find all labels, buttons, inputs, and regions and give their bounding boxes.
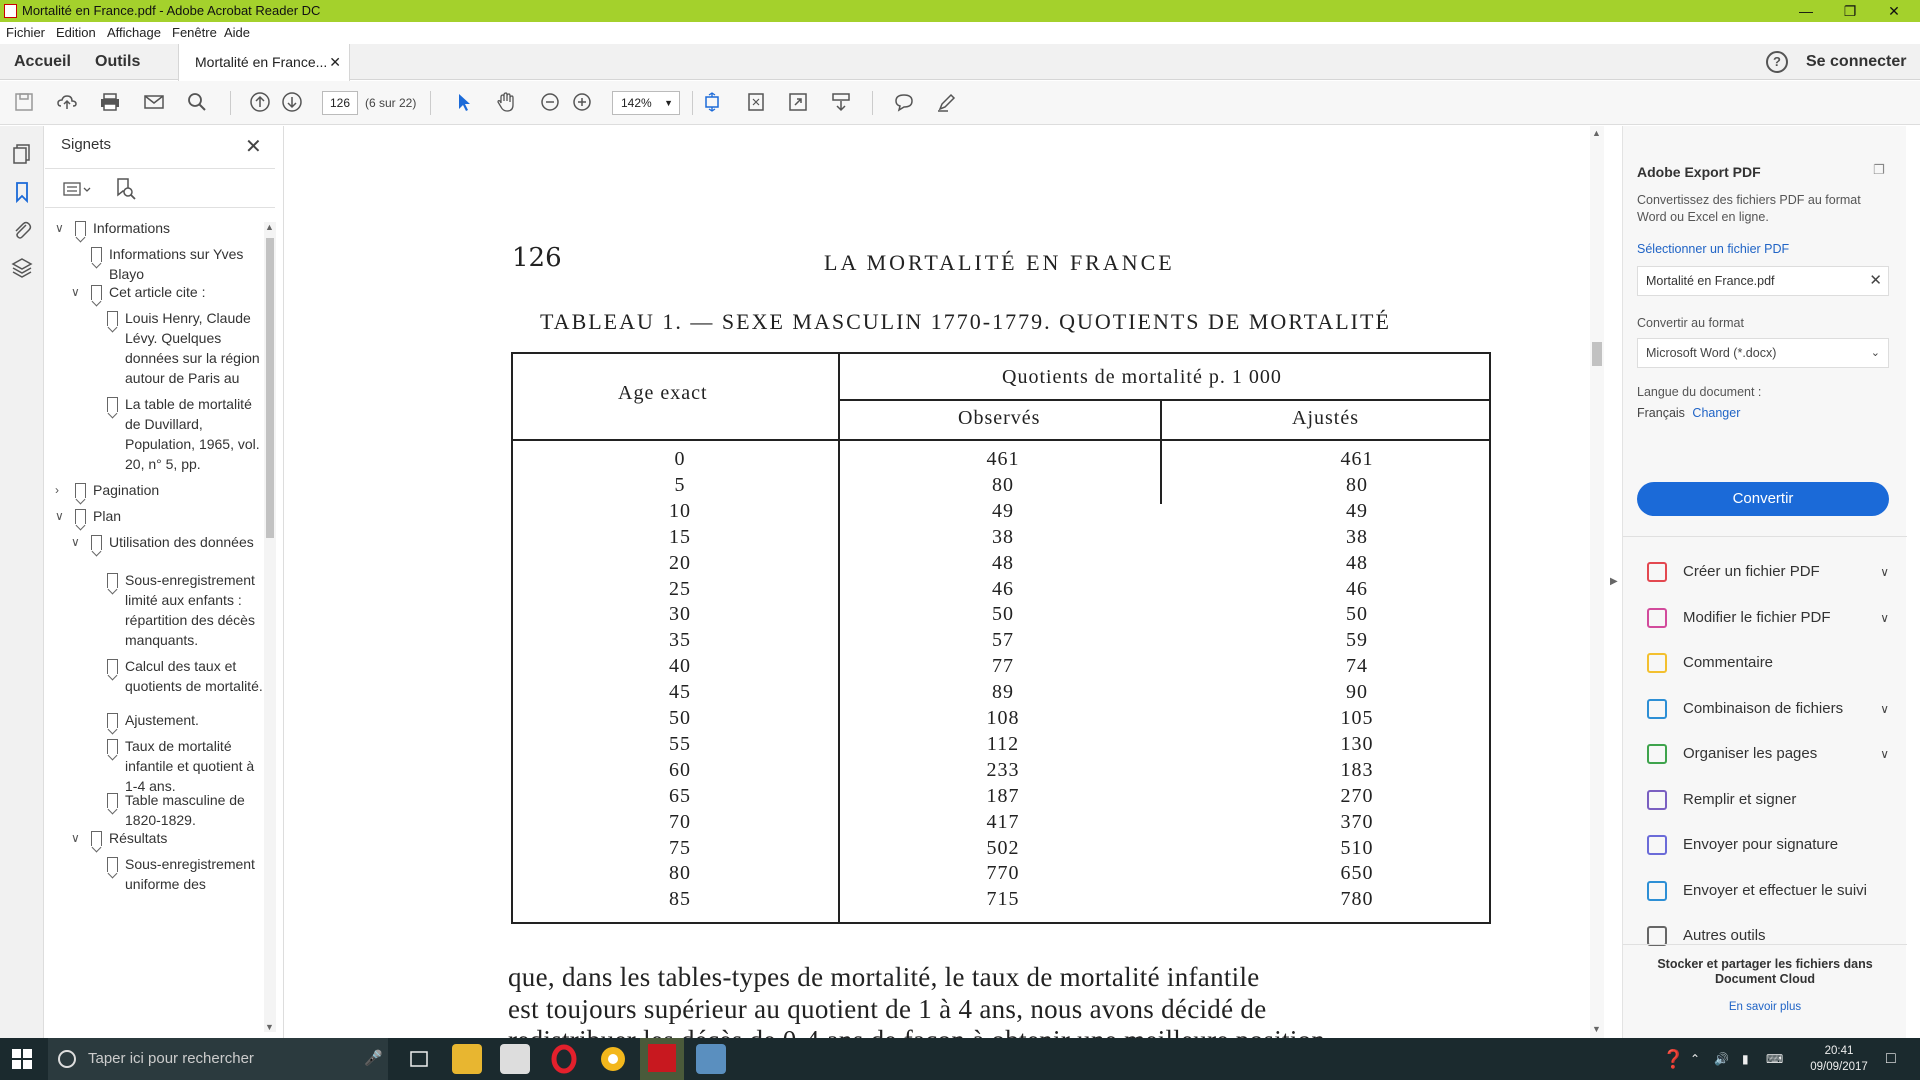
notifications-icon[interactable]: □ [1886, 1050, 1896, 1067]
table-cell-obs: 108 [986, 707, 1020, 729]
bookmarks-tools [45, 168, 275, 208]
table-cell-adj: 90 [1346, 681, 1368, 704]
layers-icon[interactable] [10, 256, 34, 280]
bookmark-icon [75, 509, 86, 524]
acrobat-taskbar-icon[interactable] [640, 1038, 684, 1080]
menu-aide[interactable]: Aide [224, 25, 251, 40]
selected-file-name: Mortalité en France.pdf [1646, 274, 1775, 288]
format-value: Microsoft Word (*.docx) [1646, 346, 1777, 360]
tab-tools[interactable]: Outils [95, 53, 141, 70]
bookmark-icon [75, 483, 86, 498]
table-cell-obs: 112 [986, 732, 1020, 755]
bookmark-item[interactable] [71, 244, 265, 284]
hand-tool-icon[interactable] [494, 91, 518, 115]
scroll-mode-icon[interactable] [700, 91, 724, 115]
bookmark-label: Utilisation des données [109, 534, 254, 550]
chrome-icon[interactable] [598, 1044, 628, 1074]
menu-affichage[interactable]: Affichage [107, 25, 161, 40]
table-cell-obs: 38 [992, 525, 1014, 548]
bookmarks-title: Signets [61, 136, 112, 153]
table-cell-age: 45 [669, 681, 691, 704]
close-window-button[interactable]: ✕ [1888, 3, 1900, 19]
export-pdf-title: Adobe Export PDF [1637, 164, 1761, 180]
table-cell-adj: 461 [1340, 448, 1374, 470]
document-scroll-thumb[interactable] [1592, 342, 1602, 366]
table-cell-adj: 650 [1340, 862, 1374, 885]
next-page-icon[interactable] [280, 91, 304, 115]
left-navigation-rail [0, 126, 44, 1038]
search-icon[interactable] [185, 91, 209, 115]
tools-list [1623, 536, 1907, 944]
table-cell-adj: 74 [1346, 655, 1368, 678]
select-pdf-link[interactable]: Sélectionner un fichier PDF [1637, 242, 1790, 256]
body-text-line-3 [508, 1025, 1493, 1038]
table-cell-age: 15 [669, 525, 691, 548]
table-cell-adj: 780 [1340, 888, 1374, 911]
table-cell-obs: 502 [986, 836, 1020, 859]
close-tab-icon[interactable]: ✕ [329, 54, 341, 70]
tool-icon [1647, 608, 1667, 628]
format-select[interactable] [1637, 338, 1889, 368]
tool-item[interactable] [1647, 830, 1897, 860]
bookmark-label: Informations sur Yves Blayo [109, 246, 244, 282]
collapse-right-panel-icon[interactable]: ▶ [1610, 576, 1618, 587]
export-info-icon[interactable]: ❐ [1873, 162, 1885, 177]
table-cell-obs: 770 [986, 862, 1020, 885]
keyboard-icon[interactable]: ⌨ [1766, 1052, 1784, 1066]
tool-label: Remplir et signer [1683, 790, 1797, 808]
chevron-down-icon[interactable]: ∨ [1880, 565, 1889, 579]
bookmark-icon [107, 713, 118, 728]
bookmark-label: Informations [93, 220, 171, 236]
previous-page-icon[interactable] [248, 91, 272, 115]
table-cell-adj: 270 [1340, 784, 1374, 807]
bookmark-item[interactable] [87, 656, 265, 716]
tool-label: Autres outils [1683, 927, 1766, 944]
table-cell-adj: 80 [1346, 473, 1368, 496]
scroll-down-icon[interactable]: ▼ [265, 1022, 274, 1032]
bookmark-item[interactable] [87, 394, 265, 474]
chevron-down-icon: ⌄ [1870, 347, 1880, 359]
clock-time: 20:41 [1824, 1045, 1854, 1057]
table-cell-adj: 38 [1346, 525, 1368, 548]
scroll-up-icon[interactable]: ▲ [265, 222, 274, 232]
microphone-icon[interactable]: 🎤 [364, 1050, 383, 1067]
bookmark-icon [107, 397, 118, 412]
bookmark-item[interactable] [87, 736, 265, 796]
zoom-in-icon[interactable] [570, 91, 594, 115]
bookmark-item[interactable] [71, 532, 265, 572]
bookmark-label: Sous-enregistrement uniforme des [125, 856, 255, 892]
full-screen-icon[interactable] [786, 91, 810, 115]
tool-label: Organiser les pages [1683, 745, 1818, 762]
table-cell-obs: 77 [992, 655, 1014, 678]
bookmark-label: Ajustement. [125, 712, 199, 728]
tool-label: Modifier le fichier PDF [1683, 608, 1831, 626]
table-cell-obs: 417 [986, 810, 1020, 833]
table-cell-adj: 370 [1340, 810, 1374, 833]
table-cell-obs: 48 [992, 551, 1014, 574]
header-observed: Observés [958, 407, 1041, 429]
table-cell-age: 65 [669, 784, 691, 807]
tool-label: Combinaison de fichiers [1683, 699, 1844, 717]
document-app-icon[interactable] [696, 1044, 726, 1074]
help-tray-icon[interactable]: ❓ [1662, 1049, 1685, 1069]
tool-label: Envoyer pour signature [1683, 836, 1839, 853]
table-cell-age: 40 [669, 655, 691, 678]
bookmark-icon [107, 793, 118, 808]
header-age: Age exact [618, 382, 708, 404]
table-cell-obs: 461 [986, 448, 1020, 470]
table-cell-adj: 183 [1340, 758, 1374, 781]
document-scrollbar[interactable] [1590, 126, 1604, 1038]
select-cursor-icon[interactable] [452, 91, 476, 115]
tab-document-label: Mortalité en France... [195, 54, 328, 70]
learn-more-link[interactable]: En savoir plus [1728, 1001, 1802, 1013]
menu-fenetre[interactable]: Fenêtre [172, 25, 217, 40]
table-cell-age: 5 [674, 473, 686, 496]
bookmark-item[interactable] [87, 854, 265, 894]
table-cell-obs: 50 [992, 603, 1014, 626]
page-count: (6 sur 22) [365, 96, 417, 110]
document-cloud-box [1623, 944, 1907, 1013]
taskbar-search-placeholder: Taper ici pour rechercher [88, 1050, 254, 1067]
sign-in-link[interactable]: Se connecter [1806, 53, 1907, 70]
bookmark-label: Table masculine de 1820-1829. [125, 792, 245, 828]
bookmark-options-icon[interactable] [63, 179, 93, 199]
bookmark-item[interactable] [71, 828, 265, 848]
fit-page-icon[interactable] [744, 91, 768, 115]
table-cell-obs: 89 [992, 681, 1014, 704]
table-cell-obs: 80 [992, 473, 1014, 496]
selected-file-field[interactable] [1637, 266, 1889, 296]
header-adjusted: Ajustés [1292, 407, 1359, 429]
convert-to-label: Convertir au format [1637, 316, 1744, 330]
language-label: Langue du document : [1637, 385, 1762, 399]
tool-item[interactable] [1647, 876, 1897, 906]
running-title: LA MORTALITÉ EN FRANCE [824, 250, 1175, 275]
opera-icon[interactable] [549, 1044, 579, 1074]
zoom-value: 142% [621, 96, 652, 110]
table-cell-age: 60 [669, 758, 691, 781]
tool-item[interactable] [1647, 648, 1897, 678]
table-cell-adj: 48 [1346, 551, 1368, 574]
bookmark-icon [107, 739, 118, 754]
table-cell-adj: 50 [1346, 603, 1368, 626]
tool-icon [1647, 926, 1667, 946]
bookmark-icon [91, 285, 102, 300]
bookmark-icon [91, 831, 102, 846]
table-title: TABLEAU 1. — SEXE MASCULIN 1770-1779. QUOTIENTS DE MORTALITÉ [540, 309, 1391, 334]
chevron-down-icon: ▼ [664, 98, 673, 108]
table-cell-obs: 715 [986, 888, 1020, 911]
page-thumbnails-icon[interactable] [10, 142, 34, 166]
attachments-icon[interactable] [10, 218, 34, 242]
network-icon[interactable]: ▮ [1742, 1052, 1749, 1066]
tool-item[interactable] [1647, 921, 1897, 951]
export-description: Convertissez des fichiers PDF au format Word ou Excel en ligne. [1637, 193, 1861, 224]
menu-fichier[interactable]: Fichier [6, 25, 46, 40]
maximize-button[interactable]: ❐ [1843, 3, 1857, 19]
chevron-down-icon[interactable]: ∨ [55, 509, 64, 523]
find-bookmark-icon[interactable] [113, 177, 137, 201]
taskbar-search[interactable] [48, 1038, 388, 1080]
acrobat-app-icon [4, 4, 17, 18]
bookmark-label: Louis Henry, Claude Lévy. Quelques données sur la région autour de Paris au [125, 310, 260, 386]
table-cell-obs: 187 [986, 784, 1020, 807]
bookmark-icon [75, 221, 86, 236]
email-icon[interactable] [142, 91, 166, 115]
toolbar [0, 81, 1920, 125]
table-cell-age: 80 [669, 862, 691, 885]
table-cell-age: 30 [669, 603, 691, 626]
windows-start-icon[interactable] [12, 1049, 32, 1069]
bookmark-label: Pagination [93, 482, 160, 498]
table-cell-age: 25 [669, 577, 691, 600]
bookmark-icon [91, 535, 102, 550]
tool-item[interactable] [1647, 785, 1897, 815]
tool-item[interactable] [1647, 557, 1897, 587]
cloud-promo-text: Stocker et partager les fichiers dans Document Cloud [1657, 957, 1873, 986]
chevron-down-icon[interactable]: ∨ [1880, 610, 1889, 625]
bookmark-icon [107, 311, 118, 326]
volume-icon[interactable]: 🔊 [1714, 1052, 1729, 1066]
bookmark-label: Sous-enregistrement limité aux enfants : répartition des décès manquants. [125, 572, 255, 648]
doc-scroll-up-icon[interactable]: ▲ [1592, 128, 1601, 138]
clock-date: 09/09/2017 [1810, 1061, 1868, 1073]
bookmark-item[interactable] [87, 570, 265, 670]
tool-icon [1647, 790, 1667, 810]
table-cell-age: 35 [669, 629, 691, 652]
highlight-pen-icon[interactable] [935, 91, 959, 115]
table-cell-age: 70 [669, 810, 691, 833]
bookmark-item[interactable] [55, 218, 265, 238]
table-cell-adj: 46 [1346, 577, 1368, 600]
close-panel-icon[interactable]: ✕ [245, 136, 262, 158]
tool-item[interactable] [1647, 694, 1897, 724]
tool-label: Créer un fichier PDF [1683, 563, 1820, 580]
save-icon[interactable] [12, 91, 36, 115]
bookmark-icon [107, 857, 118, 872]
tool-item[interactable] [1647, 603, 1897, 633]
menu-edition[interactable]: Edition [56, 25, 96, 40]
bookmark-item[interactable] [87, 710, 265, 730]
table-cell-age: 85 [669, 888, 691, 911]
body-text-line-2: est toujours supérieur au quotient de 1 à 4 ans, nous avons décidé de [508, 994, 1267, 1024]
show-hidden-icons[interactable]: ⌃ [1690, 1052, 1701, 1066]
bookmark-label: Résultats [109, 830, 168, 846]
zoom-select[interactable] [612, 91, 680, 115]
tool-icon [1647, 562, 1667, 582]
bookmark-item[interactable] [87, 790, 265, 830]
bookmark-icon [91, 247, 102, 262]
table-cell-obs: 46 [992, 577, 1014, 600]
bookmarks-panel [45, 126, 284, 1038]
body-text-line-1: que, dans les tables-types de mortalité, le taux de mortalité infantile [508, 962, 1260, 992]
windows-taskbar [0, 1038, 1920, 1080]
page-number-input[interactable]: 126 [322, 91, 358, 115]
table-cell-age: 0 [674, 448, 686, 470]
zoom-out-icon[interactable] [538, 91, 562, 115]
table-cell-adj: 49 [1346, 499, 1368, 522]
chevron-down-icon[interactable]: ∨ [71, 831, 80, 845]
tool-icon [1647, 744, 1667, 764]
bookmark-item[interactable] [87, 308, 265, 388]
clock[interactable] [1804, 1043, 1874, 1075]
table-cell-age: 50 [669, 707, 691, 729]
window-title: Mortalité en France.pdf - Adobe Acrobat Reader DC [22, 3, 321, 18]
table-cell-age: 55 [669, 732, 691, 755]
read-mode-icon[interactable] [829, 91, 853, 115]
change-language-link[interactable]: Changer [1692, 406, 1741, 420]
upload-cloud-icon[interactable] [55, 91, 79, 115]
bookmark-label: Calcul des taux et quotients de mortalité. [125, 658, 263, 694]
bookmark-label: Cet article cite : [109, 284, 206, 300]
tool-item[interactable] [1647, 739, 1897, 769]
remove-file-icon[interactable]: ✕ [1869, 272, 1882, 289]
bookmark-item[interactable] [71, 282, 265, 302]
cortana-icon [58, 1050, 76, 1068]
table-cell-adj: 130 [1340, 732, 1374, 755]
print-icon[interactable] [98, 91, 122, 115]
bookmarks-icon[interactable] [10, 180, 34, 204]
table-cell-obs: 49 [992, 499, 1014, 522]
minimize-button[interactable]: — [1799, 3, 1813, 19]
chevron-down-icon[interactable]: ∨ [1880, 747, 1889, 761]
chevron-down-icon[interactable]: ∨ [71, 285, 80, 299]
bookmark-label: La table de mortalité de Duvillard, Population, 1965, vol. 20, n° 5, pp. [125, 396, 260, 472]
tool-icon [1647, 835, 1667, 855]
bookmark-label: Taux de mortalité infantile et quotient à 1-4 ans. [125, 738, 255, 794]
tab-bar [0, 44, 1920, 80]
tool-label: Envoyer et effectuer le suivi [1683, 881, 1867, 899]
header-quotients: Quotients de mortalité p. 1 000 [1002, 366, 1282, 388]
title-bar [0, 0, 1920, 22]
menu-bar [0, 22, 1920, 44]
table-cell-age: 75 [669, 836, 691, 859]
bookmark-icon [107, 659, 118, 674]
table-cell-obs: 57 [992, 629, 1014, 652]
comment-icon[interactable] [892, 91, 916, 115]
table-cell-adj: 59 [1346, 629, 1368, 652]
tools-pane [1622, 126, 1906, 1038]
table-cell-adj: 105 [1340, 707, 1374, 729]
help-icon[interactable]: ? [1766, 51, 1788, 73]
bookmark-item[interactable] [55, 480, 265, 500]
convert-button[interactable]: Convertir [1637, 482, 1889, 516]
chevron-down-icon[interactable]: ∨ [1880, 701, 1889, 716]
chevron-right-icon[interactable]: › [55, 483, 59, 497]
tool-icon [1647, 653, 1667, 673]
file-explorer-icon[interactable] [452, 1044, 482, 1074]
doc-scroll-down-icon[interactable]: ▼ [1592, 1024, 1601, 1034]
chevron-down-icon[interactable]: ∨ [71, 535, 80, 549]
bookmark-icon [107, 573, 118, 588]
task-view-icon[interactable] [404, 1044, 434, 1074]
table-cell-age: 20 [669, 551, 691, 574]
bookmark-item[interactable] [55, 506, 265, 526]
tool-icon [1647, 881, 1667, 901]
bookmark-label: Plan [93, 508, 122, 524]
table-cell-obs: 233 [986, 758, 1020, 781]
chevron-down-icon[interactable]: ∨ [55, 221, 64, 235]
tab-home[interactable]: Accueil [14, 53, 71, 70]
mail-icon[interactable] [500, 1044, 530, 1074]
language-value: Français [1637, 406, 1685, 420]
tab-document[interactable] [178, 44, 350, 81]
bookmarks-scroll-thumb[interactable] [266, 238, 274, 538]
page-number-text: 126 [512, 243, 562, 273]
table-cell-adj: 510 [1340, 836, 1374, 859]
table-cell-age: 10 [669, 499, 691, 522]
language-row [1637, 406, 1740, 420]
tool-icon [1647, 699, 1667, 719]
tool-label: Commentaire [1683, 654, 1774, 671]
